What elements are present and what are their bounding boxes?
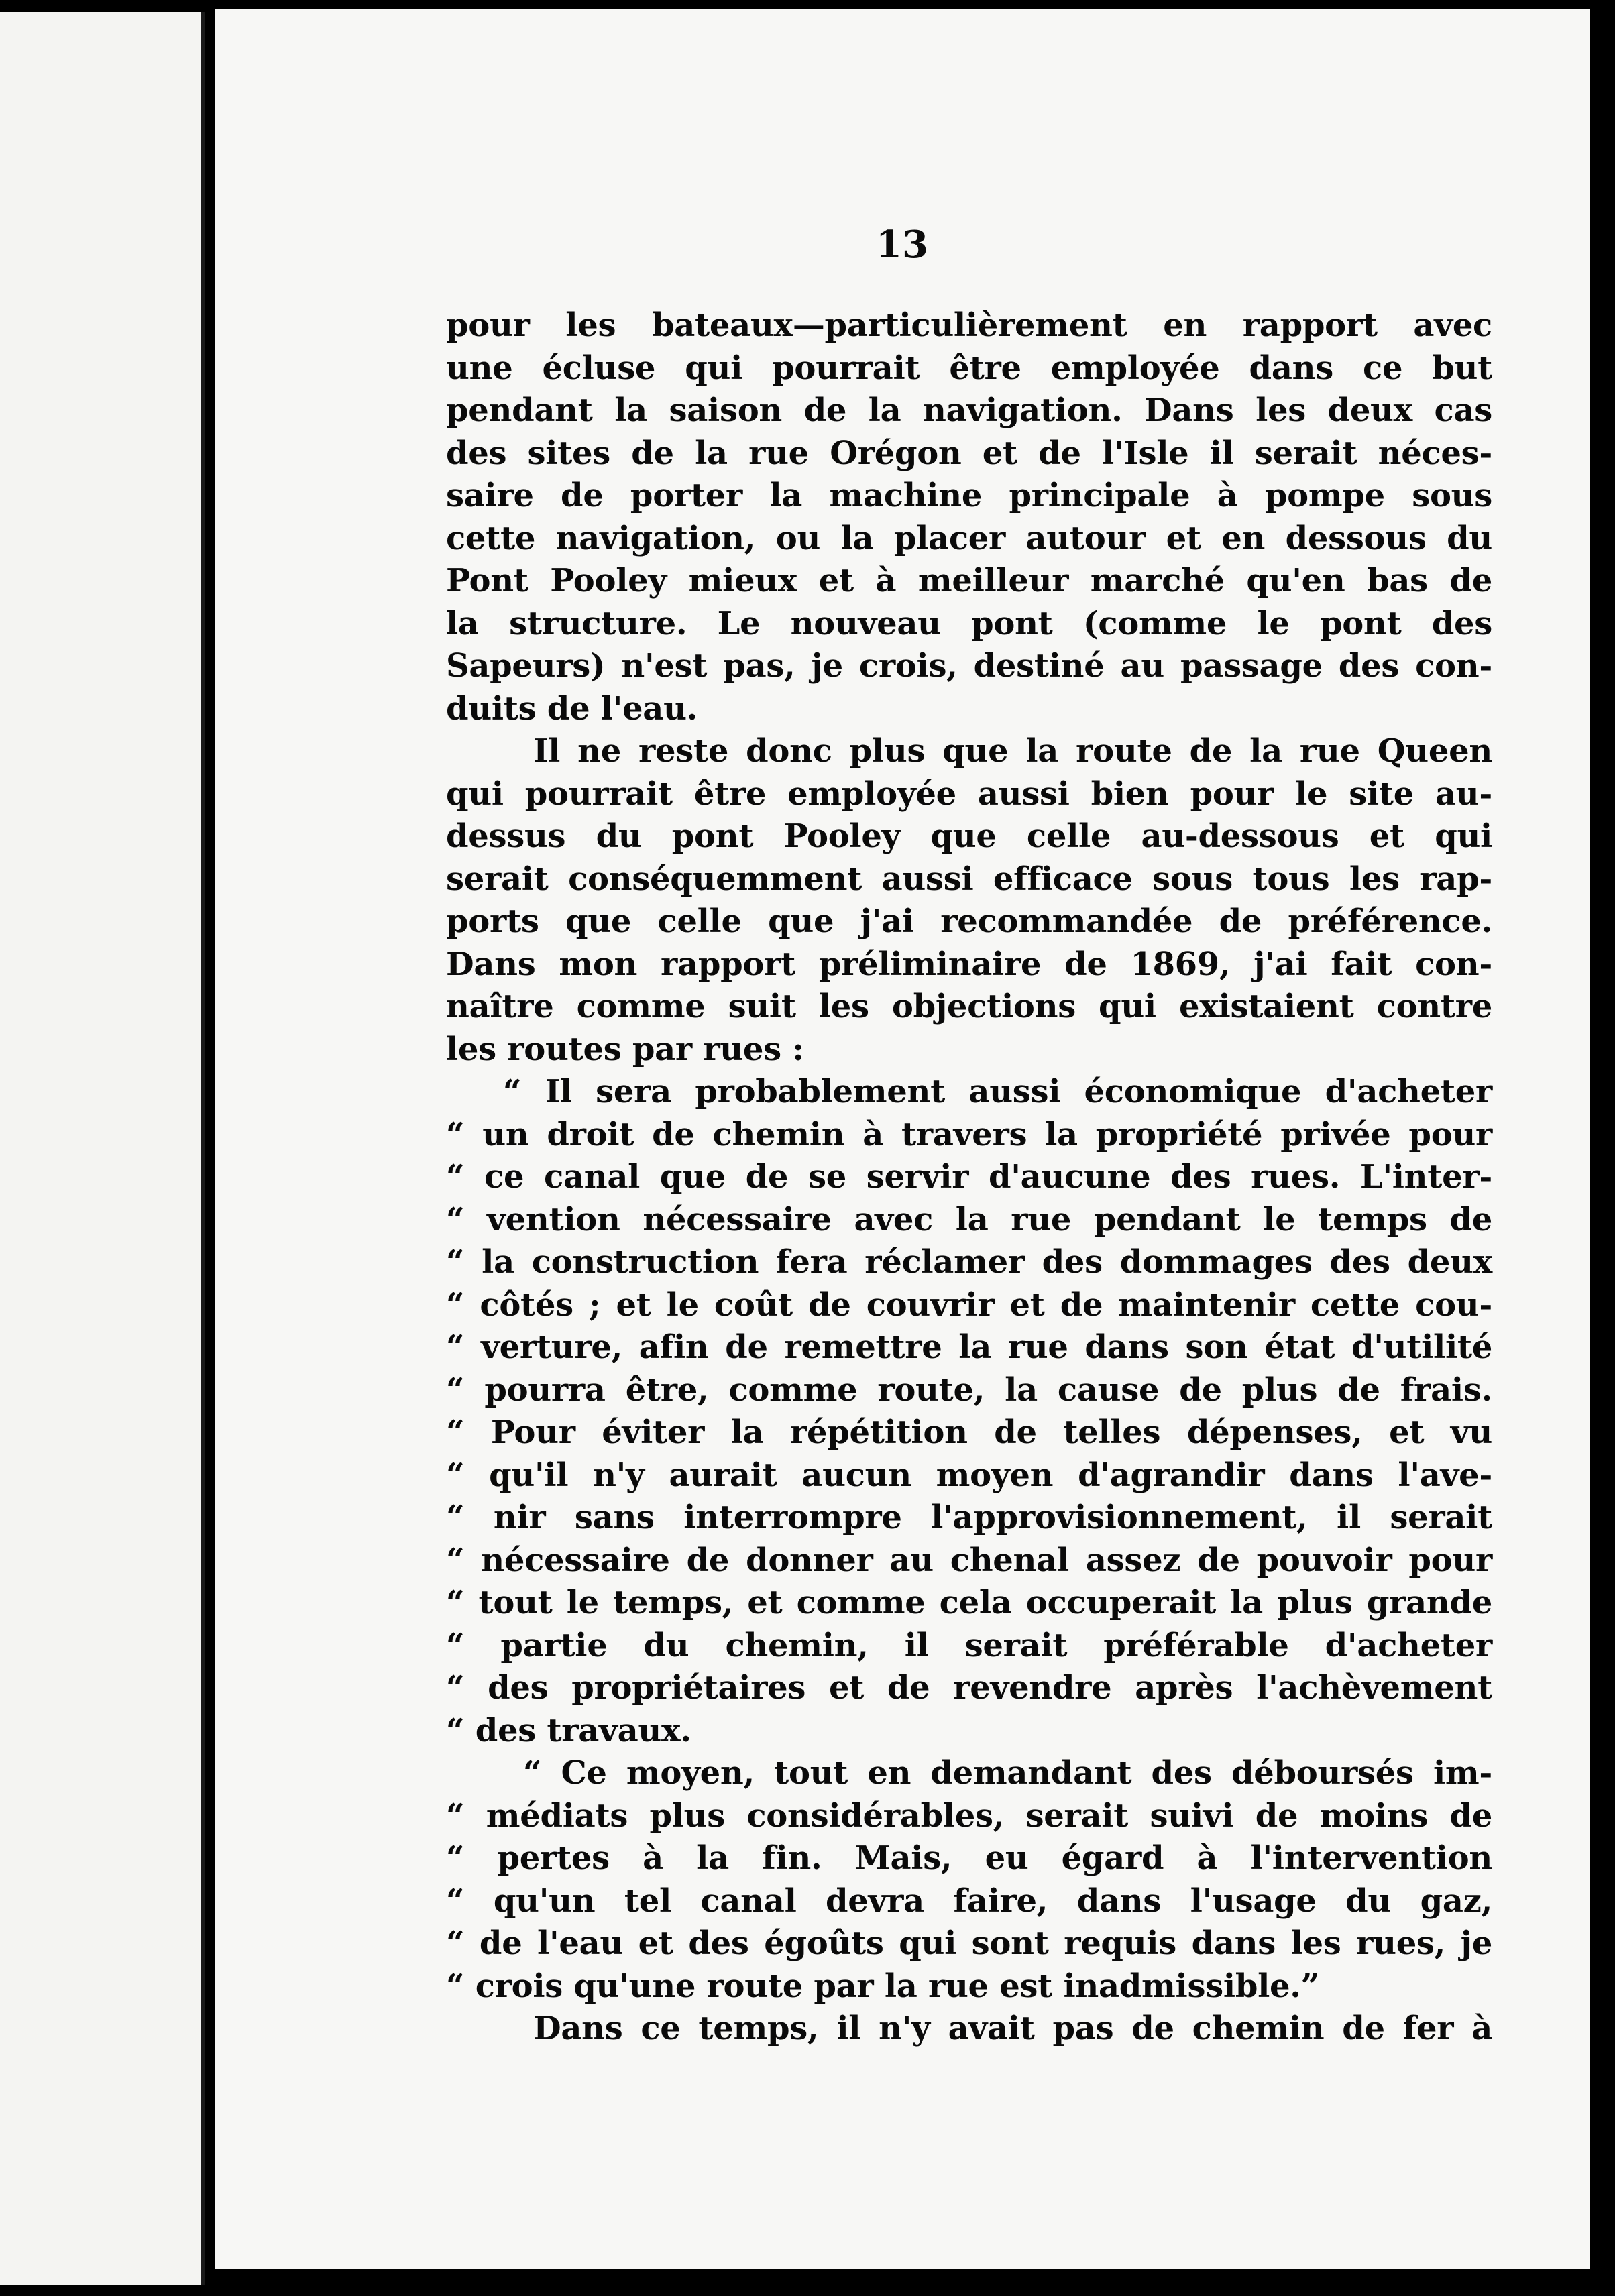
text-line: “ qu'un tel canal devra faire, dans l'usage du gaz, bbox=[446, 1882, 1492, 1920]
text-line: “ nir sans interrompre l'approvisionnement, il serait bbox=[446, 1499, 1492, 1536]
text-line: duits de l'eau. bbox=[446, 689, 698, 728]
text-line: Pont Pooley mieux et à meilleur marché qu'en bas de bbox=[446, 562, 1492, 599]
text-line: “ côtés ; et le coût de couvrir et de maintenir cette cou- bbox=[446, 1285, 1492, 1324]
text-line: saire de porter la machine principale à pompe sous bbox=[446, 477, 1492, 514]
text-line: Il ne reste donc plus que la route de la rue Queen bbox=[533, 732, 1492, 770]
text-line: la structure. Le nouveau pont (comme le pont des bbox=[446, 604, 1492, 642]
text-line: “ nécessaire de donner au chenal assez de pouvoir pour bbox=[446, 1541, 1492, 1579]
text-line: “ médiats plus considérables, serait suivi de moins de bbox=[446, 1796, 1492, 1835]
text-line: “ un droit de chemin à travers la propriété privée pour bbox=[446, 1115, 1492, 1153]
text-line: serait conséquemment aussi efficace sous tous les rap- bbox=[446, 860, 1492, 898]
text-line: “ pertes à la fin. Mais, eu égard à l'intervention bbox=[446, 1839, 1492, 1877]
text-line: “ tout le temps, et comme cela occuperait la plus grande bbox=[446, 1584, 1492, 1621]
text-line: “ des travaux. bbox=[446, 1711, 691, 1749]
text-line: “ qu'il n'y aurait aucun moyen d'agrandir dans l'ave- bbox=[446, 1456, 1492, 1494]
page-number: 13 bbox=[876, 223, 928, 267]
text-line: naître comme suit les objections qui existaient contre bbox=[446, 988, 1492, 1025]
book-gutter bbox=[205, 0, 215, 2296]
text-line: “ verture, afin de remettre la rue dans son état d'utilité bbox=[446, 1328, 1492, 1366]
text-line: “ Ce moyen, tout en demandant des déboursés im- bbox=[523, 1754, 1492, 1792]
text-line: “ partie du chemin, il serait préférable d'acheter bbox=[446, 1626, 1492, 1664]
text-line: cette navigation, ou la placer autour et en dessous du bbox=[446, 519, 1492, 557]
text-line: “ ce canal que de se servir d'aucune des rues. L'inter- bbox=[446, 1158, 1492, 1196]
body-text bbox=[446, 304, 1492, 2051]
text-line: “ des propriétaires et de revendre après l'achèvement bbox=[446, 1669, 1492, 1707]
text-line: “ vention nécessaire avec la rue pendant le temps de bbox=[446, 1200, 1492, 1239]
text-line: pour les bateaux—particulièrement en rapport avec bbox=[446, 306, 1492, 344]
text-line: dessus du pont Pooley que celle au-dessous et qui bbox=[446, 817, 1492, 855]
text-line: “ pourra être, comme route, la cause de plus de frais. bbox=[446, 1371, 1492, 1409]
text-line: une écluse qui pourrait être employée dans ce but bbox=[446, 349, 1492, 387]
text-line: “ Il sera probablement aussi économique d'acheter bbox=[503, 1073, 1492, 1110]
text-line: des sites de la rue Orégon et de l'Isle il serait néces- bbox=[446, 434, 1492, 472]
text-line: “ la construction fera réclamer des dommages des deux bbox=[446, 1243, 1492, 1281]
document-page bbox=[215, 9, 1590, 2269]
text-line: “ de l'eau et des égoûts qui sont requis dans les rues, je bbox=[446, 1925, 1492, 1962]
text-line: les routes par rues : bbox=[446, 1030, 804, 1068]
facing-page-edge bbox=[0, 12, 205, 2285]
text-line: pendant la saison de la navigation. Dans les deux cas bbox=[446, 392, 1492, 429]
text-line: Sapeurs) n'est pas, je crois, destiné au passage des con- bbox=[446, 647, 1492, 685]
text-line: Dans mon rapport préliminaire de 1869, j'ai fait con- bbox=[446, 945, 1492, 983]
text-line: Dans ce temps, il n'y avait pas de chemin de fer à bbox=[533, 2010, 1492, 2047]
text-line: “ crois qu'une route par la rue est inadmissible.” bbox=[446, 1967, 1320, 2005]
text-line: qui pourrait être employée aussi bien pour le site au- bbox=[446, 774, 1492, 813]
text-line: “ Pour éviter la répétition de telles dépenses, et vu bbox=[446, 1414, 1492, 1451]
text-line: ports que celle que j'ai recommandée de préférence. bbox=[446, 903, 1492, 940]
